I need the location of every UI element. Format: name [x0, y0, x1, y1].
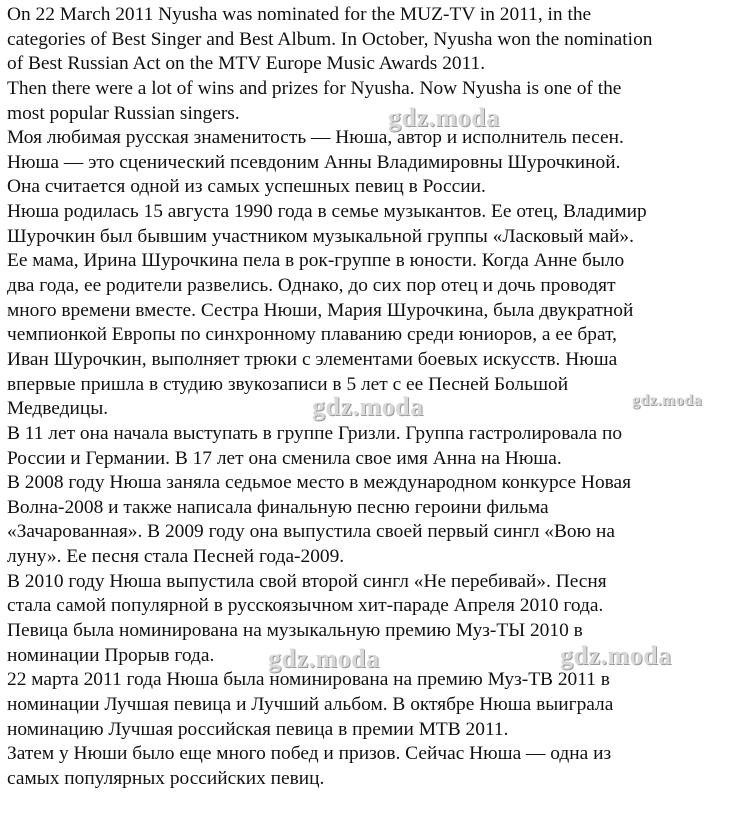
text-line: номинации Прорыв года. — [7, 644, 215, 666]
text-line: Затем у Нюши было еще много побед и призов. Сейчас Нюша — одна из — [7, 743, 612, 765]
text-line: В 11 лет она начала выступать в группе Гризли. Группа гастролировала по — [7, 422, 623, 444]
text-line: Медведицы. — [7, 398, 109, 420]
text-line: Иван Шурочкин, выполняет трюки с элементами боевых искусств. Нюша — [7, 348, 618, 370]
text-line: стала самой популярной в русскоязычном хит-параде Апреля 2010 года. — [7, 595, 604, 617]
watermark: gdz.moda — [560, 641, 672, 670]
text-line: луну». Ее песня стала Песней года-2009. — [7, 546, 345, 568]
text-line: Then there were a lot of wins and prizes for Nyusha. Now Nyusha is one of the — [7, 77, 622, 99]
text-line: Ее мама, Ирина Шурочкина пела в рок-группе в юности. Когда Анне было — [7, 250, 625, 272]
text-line: номинацию Лучшая российская певица в премии МТВ 2011. — [7, 718, 509, 740]
text-line: Шурочкин был бывшим участником музыкальной группы «Ласковый май». — [7, 225, 634, 247]
watermark: gdz.moda — [388, 103, 500, 132]
text-line: most popular Russian singers. — [7, 102, 240, 124]
watermark: gdz.moda — [312, 392, 424, 421]
text-line: чемпионкой Европы по синхронному плаванию среди юниоров, а ее брат, — [7, 324, 617, 346]
text-line: Она считается одной из самых успешных певиц в России. — [7, 176, 486, 198]
text-line: России и Германии. В 17 лет она сменила свое имя Анна на Нюша. — [7, 447, 562, 469]
text-line: Моя любимая русская знаменитость — Нюша, автор и исполнитель песен. — [7, 127, 624, 149]
text-line: два года, ее родители развелись. Однако, до сих пор отец и дочь проводят — [7, 275, 616, 297]
text-line: Певица была номинирована на музыкальную премию Муз-ТЫ 2010 в — [7, 620, 583, 642]
text-line: впервые пришла в студию звукозаписи в 5 лет с ее Песней Большой — [7, 373, 569, 395]
text-line: Волна-2008 и также написала финальную песню героини фильма — [7, 496, 549, 518]
watermark: gdz.moda — [632, 392, 703, 409]
text-line: On 22 March 2011 Nyusha was nominated for the MUZ-TV in 2011, in the — [7, 4, 592, 25]
text-line: Нюша родилась 15 августа 1990 года в семье музыкантов. Ее отец, Владимир — [7, 201, 647, 223]
watermark: gdz.moda — [268, 644, 380, 673]
text-line: of Best Russian Act on the MTV Europe Music Awards 2011. — [7, 53, 486, 75]
text-line: 22 марта 2011 года Нюша была номинирована на премию Муз-ТВ 2011 в — [7, 669, 610, 691]
text-line: самых популярных российских певиц. — [7, 767, 325, 789]
document-text — [7, 3, 733, 792]
text-line: categories of Best Singer and Best Album. In October, Nyusha won the nomination — [7, 28, 653, 50]
text-line: В 2008 году Нюша заняла седьмое место в международном конкурсе Новая — [7, 472, 632, 494]
text-line: «Зачарованная». В 2009 году она выпустила своей первый сингл «Вою на — [7, 521, 615, 543]
text-line: номинации Лучшая певица и Лучший альбом. В октябре Нюша выиграла — [7, 693, 614, 715]
text-line: Нюша — это сценический псевдоним Анны Владимировны Шурочкиной. — [7, 151, 621, 173]
text-line: В 2010 году Нюша выпустила свой второй сингл «Не перебивай». Песня — [7, 570, 607, 592]
text-line: много времени вместе. Сестра Нюши, Мария Шурочкина, была двукратной — [7, 299, 634, 321]
